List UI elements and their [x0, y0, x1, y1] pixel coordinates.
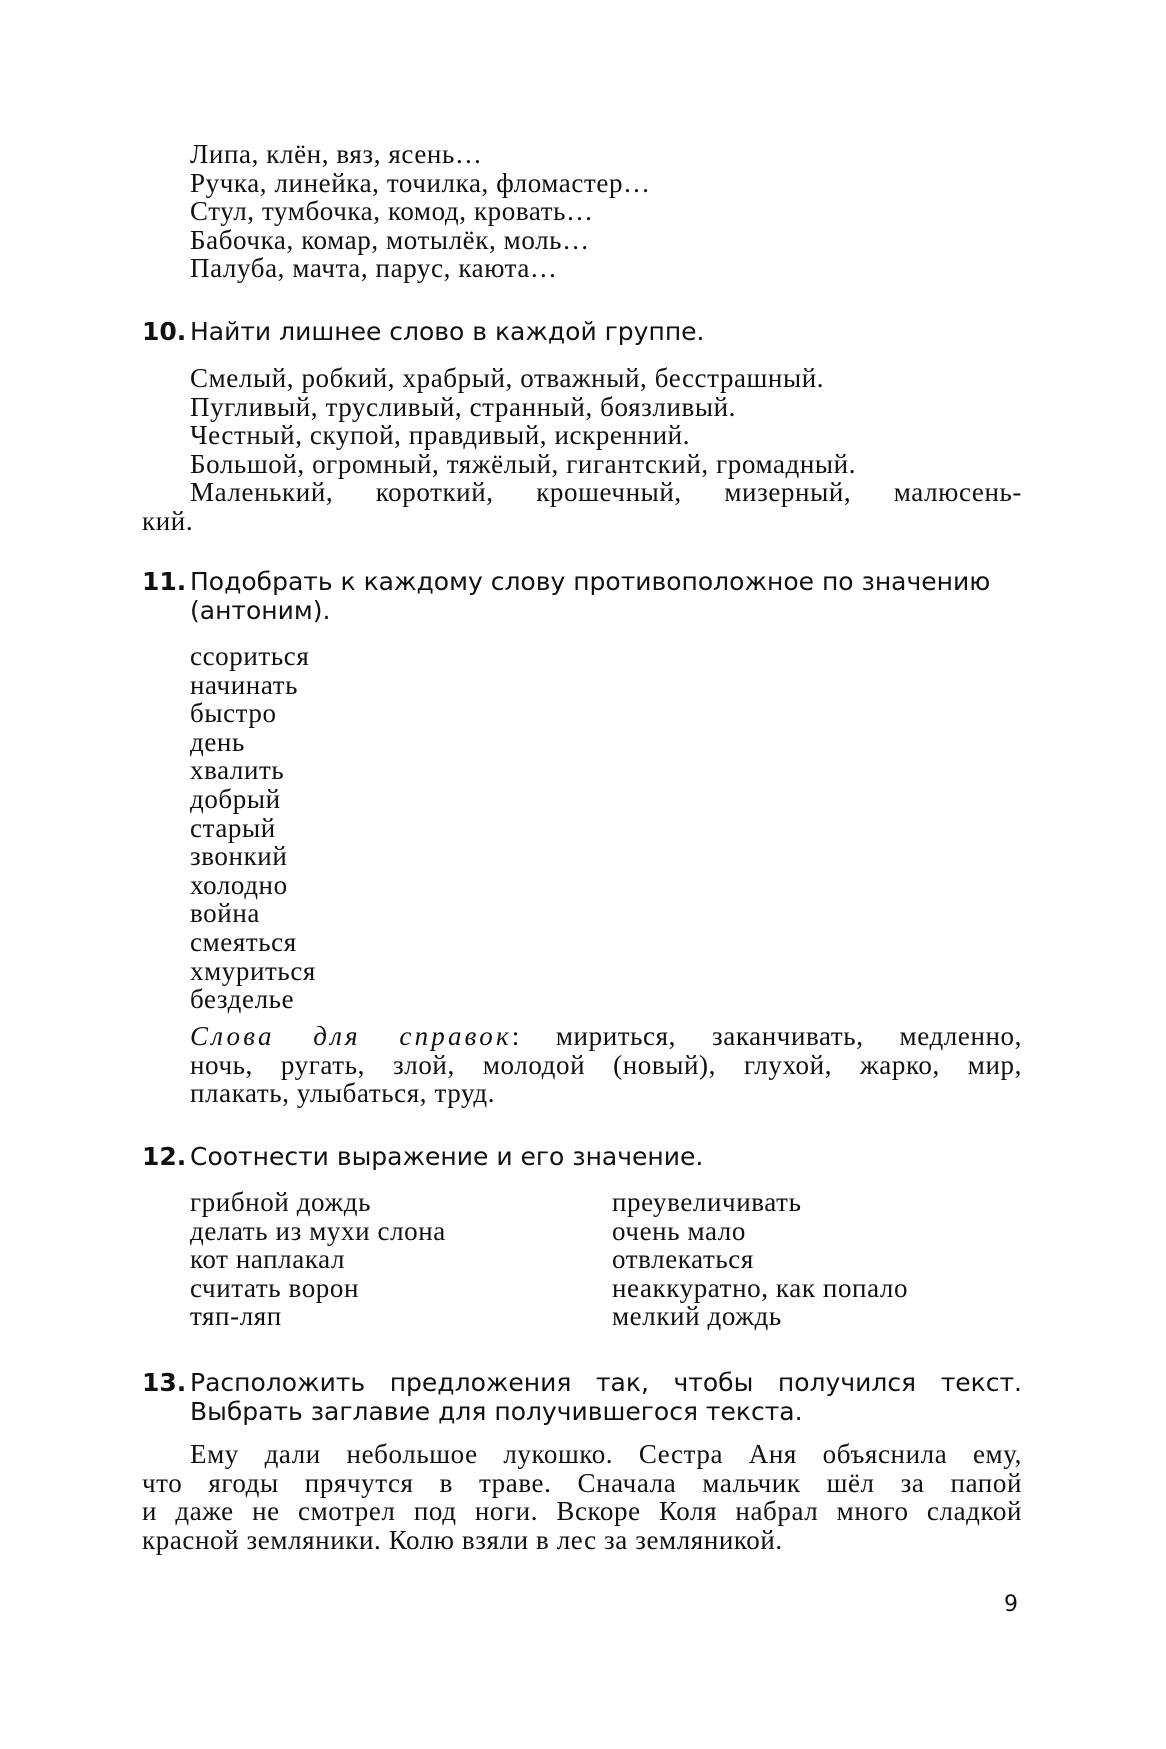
task-11-word: смеяться — [190, 926, 297, 957]
task-10-title: Найти лишнее слово в каждой группе. — [190, 317, 705, 346]
task-12-expression: грибной дождь — [190, 1187, 371, 1217]
intro-word-groups — [190, 140, 651, 283]
task-11-number: 11. — [142, 567, 187, 596]
task-13-text — [142, 1440, 1022, 1554]
task-13-title-line: Выбрать заглавие для получившегося текста. — [190, 1397, 803, 1426]
intro-line: Ручка, линейка, точилка, фломастер… — [190, 167, 651, 198]
intro-line: Липа, клён, вяз, ясень… — [190, 139, 483, 169]
task-12-expression: считать ворон — [190, 1272, 360, 1303]
task-12-expression: кот наплакал — [190, 1244, 346, 1275]
task-12-meaning: преувеличивать — [612, 1187, 802, 1217]
intro-line: Стул, тумбочка, комод, кровать… — [190, 196, 594, 227]
task-11-word: старый — [190, 812, 276, 843]
task-10-line: Маленький, короткий, крошечный, мизерный, малюсень- — [190, 477, 1022, 508]
reference-label: Слова для справок — [190, 1021, 512, 1051]
task-11-heading — [142, 567, 1022, 625]
task-13-heading — [142, 1368, 1022, 1426]
intro-line: Бабочка, комар, мотылёк, моль… — [190, 224, 590, 255]
task-13-text-line: красной земляники. Колю взяли в лес за земляникой. — [142, 1524, 783, 1555]
task-11-reference-line: плакать, улыбаться, труд. — [190, 1078, 496, 1109]
task-11-word: день — [190, 726, 245, 757]
task-12-title: Соотнести выражение и его значение. — [190, 1142, 704, 1171]
task-12-number: 12. — [142, 1142, 187, 1171]
task-11-word: добрый — [190, 783, 281, 814]
task-10-line: Большой, огромный, тяжёлый, гигантский, громадный. — [190, 448, 857, 479]
task-13-text-line: и даже не смотрел под ноги. Вскоре Коля набрал много сладкой — [142, 1496, 1022, 1527]
task-13-text-line: Ему дали небольшое лукошко. Сестра Аня объяснила ему, — [190, 1439, 1022, 1469]
task-10-heading — [142, 317, 1022, 346]
task-10-line: Смелый, робкий, храбрый, отважный, бесстрашный. — [190, 363, 825, 393]
task-11-word: безделье — [190, 984, 295, 1015]
task-11-word: ссориться — [190, 641, 310, 671]
task-11-title-line: (антоним). — [190, 596, 331, 625]
page-number: 9 — [1004, 1592, 1018, 1617]
task-11-word-list — [190, 642, 316, 1014]
task-13-number: 13. — [142, 1368, 187, 1397]
task-11-word: быстро — [190, 698, 277, 729]
task-12-expression: тяп-ляп — [190, 1301, 282, 1332]
task-13-text-line: что ягоды прячутся в траве. Сначала мальчик шёл за папой — [142, 1467, 1022, 1498]
task-12-meaning: мелкий дождь — [612, 1301, 782, 1332]
task-13-title-line: Расположить предложения так, чтобы получился текст. — [190, 1368, 1022, 1397]
task-11-word: начинать — [190, 669, 299, 700]
task-12-meaning: неаккуратно, как попало — [612, 1272, 909, 1303]
task-11-word: хмуриться — [190, 955, 316, 986]
task-12-meanings-column — [612, 1188, 908, 1331]
task-10-line: Честный, скупой, правдивый, искренний. — [190, 420, 691, 451]
reference-line-rest: : мириться, заканчивать, медленно, — [511, 1021, 1022, 1051]
task-10-line: Пугливый, трусливый, странный, боязливый. — [190, 391, 736, 422]
task-11-title-line: Подобрать к каждому слову противоположное по значению — [190, 567, 991, 596]
task-11-word: хвалить — [190, 755, 285, 786]
task-12-meaning: отвлекаться — [612, 1244, 754, 1275]
intro-line: Палуба, мачта, парус, каюта… — [190, 253, 558, 284]
task-11-word: война — [190, 898, 260, 929]
task-11-word: звонкий — [190, 841, 288, 872]
task-12-expression: делать из мухи слона — [190, 1215, 446, 1246]
task-11-word: холодно — [190, 869, 288, 900]
task-10-line-continuation: кий. — [142, 505, 194, 536]
task-11-reference-line — [190, 1022, 1022, 1051]
task-11-reference-words — [190, 1022, 1022, 1108]
task-12-expressions-column — [190, 1188, 446, 1331]
task-12-meaning: очень мало — [612, 1215, 746, 1246]
task-10-number: 10. — [142, 317, 187, 346]
task-10-word-groups — [142, 363, 1022, 536]
task-12-heading — [142, 1142, 1022, 1171]
task-11-reference-line: ночь, ругать, злой, молодой (новый), глухой, жарко, мир, — [190, 1049, 1022, 1080]
